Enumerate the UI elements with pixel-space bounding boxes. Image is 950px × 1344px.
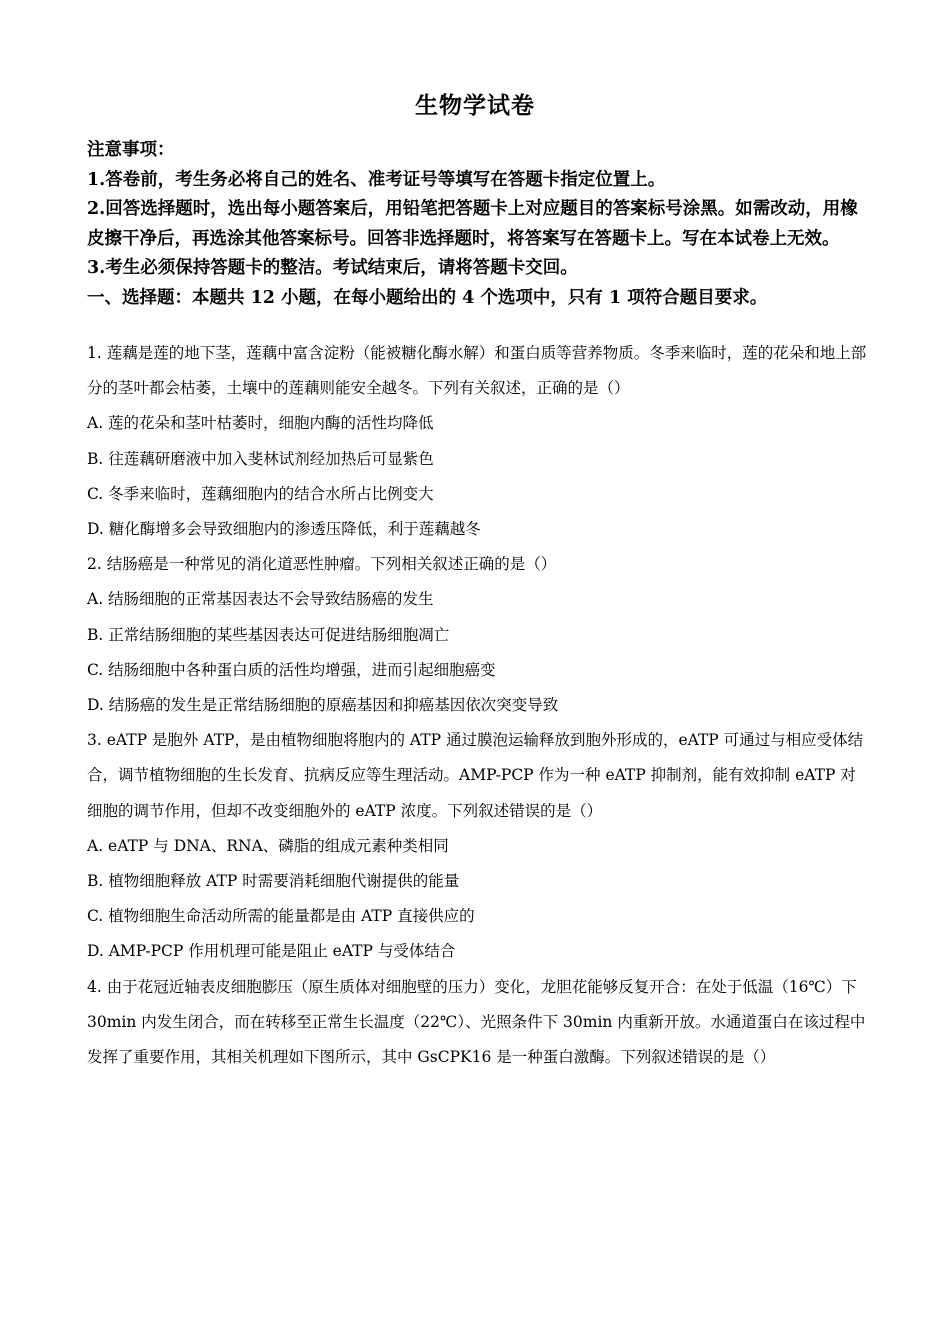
question-3-option-d: D. AMP-PCP 作用机理可能是阻止 eATP 与受体结合 xyxy=(87,942,456,961)
notice-item-3: 3.考生必须保持答题卡的整洁。考试结束后，请将答题卡交回。 xyxy=(87,258,578,278)
question-2-stem: 2. 结肠癌是一种常见的消化道恶性肿瘤。下列相关叙述正确的是（） xyxy=(87,555,557,574)
question-3-stem: 3. eATP 是胞外 ATP，是由植物细胞将胞内的 ATP 通过膜泡运输释放到胞外形成的，eATP 可通过与相应受体结合，调节植物细胞的生长发育、抗病反应等生理活动。AMP-PCP 作为一种 eATP 抑制剂，能有效抑制 eATP 对细胞的调节作用，但却不改变细胞外的 eATP 浓度。下列叙述错误的是（） xyxy=(87,731,864,820)
question-4-stem: 4. 由于花冠近轴表皮细胞膨压（原生质体对细胞壁的压力）变化，龙胆花能够反复开合：在处于低温（16℃）下 30min 内发生闭合，而在转移至正常生长温度（22℃）、光照条件下 30min 内重新开放。水通道蛋白在该过程中发挥了重要作用，其相关机理如下图所示，其中 GsCPK16 是一种蛋白激酶。下列叙述错误的是（） xyxy=(87,977,866,1067)
question-1-option-c: C. 冬季来临时，莲藕细胞内的结合水所占比例变大 xyxy=(87,484,434,503)
notice-item-1: 1.答卷前，考生务必将自己的姓名、准考证号等填写在答题卡指定位置上。 xyxy=(87,169,666,190)
question-1-option-b: B. 往莲藕研磨液中加入斐林试剂经加热后可显紫色 xyxy=(87,449,434,468)
notice-heading: 注意事项： xyxy=(87,140,175,160)
question-2-option-d: D. 结肠癌的发生是正常结肠细胞的原癌基因和抑癌基因依次突变导致 xyxy=(87,696,559,715)
section-heading: 一、选择题：本题共 12 小题，在每小题给出的 4 个选项中，只有 1 项符合题目要求。 xyxy=(87,287,768,308)
question-3-option-c: C. 植物细胞生命活动所需的能量都是由 ATP 直接供应的 xyxy=(87,907,475,926)
question-1-option-d: D. 糖化酶增多会导致细胞内的渗透压降低，利于莲藕越冬 xyxy=(87,520,481,539)
question-1-stem: 1. 莲藕是莲的地下茎，莲藕中富含淀粉（能被糖化酶水解）和蛋白质等营养物质。冬季来临时，莲的花朵和地上部分的茎叶都会枯萎，土壤中的莲藕则能安全越冬。下列有关叙述，正确的是（） xyxy=(87,344,867,398)
notice-section xyxy=(87,136,867,313)
question-2-option-c: C. 结肠细胞中各种蛋白质的活性均增强，进而引起细胞癌变 xyxy=(87,660,496,679)
question-1-option-a: A. 莲的花朵和茎叶枯萎时，细胞内酶的活性均降低 xyxy=(87,414,434,433)
page-title: 生物学试卷 xyxy=(415,92,535,119)
question-3-option-a: A. eATP 与 DNA、RNA、磷脂的组成元素种类相同 xyxy=(87,836,449,855)
notice-item-2: 2.回答选择题时，选出每小题答案后，用铅笔把答题卡上对应题目的答案标号涂黑。如需改动，用橡皮擦干净后，再选涂其他答案标号。回答非选择题时，将答案写在答题卡上。写在本试卷上无效。 xyxy=(87,199,858,249)
question-3-option-b: B. 植物细胞释放 ATP 时需要消耗细胞代谢提供的能量 xyxy=(87,872,460,891)
question-2-option-a: A. 结肠细胞的正常基因表达不会导致结肠癌的发生 xyxy=(87,590,434,609)
question-2-option-b: B. 正常结肠细胞的某些基因表达可促进结肠细胞凋亡 xyxy=(87,625,450,644)
questions-section xyxy=(87,336,867,1075)
